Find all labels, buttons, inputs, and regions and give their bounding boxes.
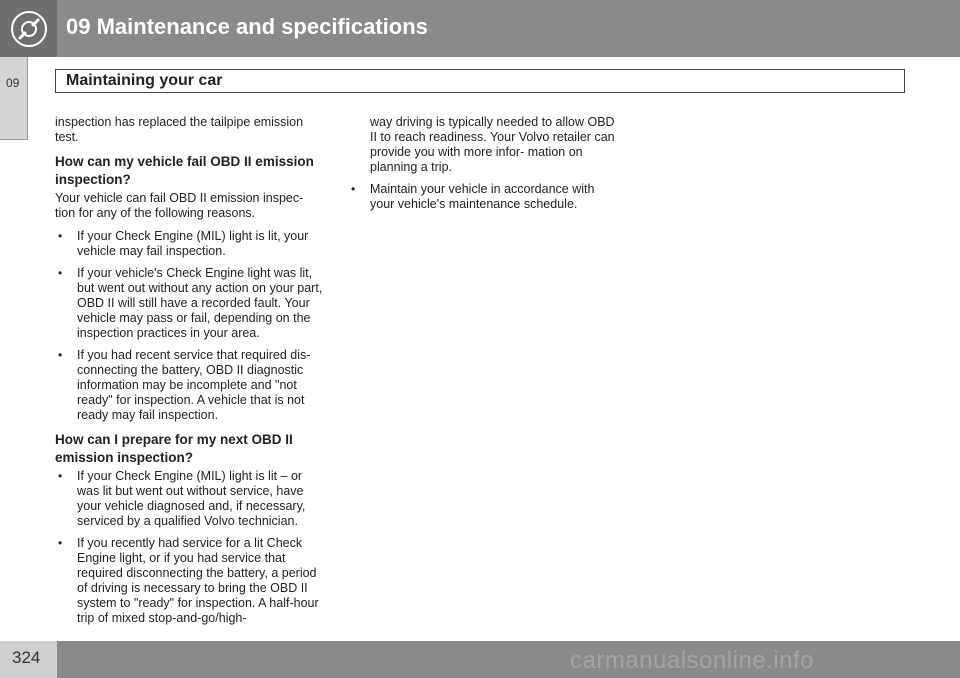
watermark: carmanualsonline.info — [570, 647, 814, 674]
right-column — [348, 115, 616, 220]
left-column — [55, 115, 323, 634]
list-item — [348, 182, 616, 212]
list-item-text: If your Check Engine (MIL) light is lit, your vehicle may fail inspection. — [77, 229, 309, 258]
maintain-list — [348, 182, 616, 212]
list-item-text: Maintain your vehicle in accordance with your vehicle's maintenance schedule. — [370, 182, 595, 211]
list-item-text: If your vehicle's Check Engine light was lit, but went out without any action on your part, OBD II will still have a recorded fault. Your vehicle may pass or fail, depending on the inspection practices in your area. — [77, 266, 323, 340]
list-item-text: If you had recent service that required dis- connecting the battery, OBD II diagnostic information may be incomplete and "not ready" for inspection. A vehicle that is not ready may fail inspection. — [77, 348, 311, 422]
footer-bar — [0, 641, 960, 678]
list-item-text: If you recently had service for a lit Check Engine light, or if you had service that required disconnecting the battery, a period of driving is necessary to bring the OBD II system to "ready" for inspection. A half-hour trip of mixed stop-and-go/high- — [77, 536, 319, 625]
prepare-list — [55, 469, 323, 626]
list-item — [55, 266, 323, 341]
section-header — [55, 69, 905, 93]
page-number: 324 — [12, 648, 41, 667]
side-tab-label: 09 — [6, 76, 20, 90]
bullet-icon: • — [351, 182, 356, 196]
chapter-title: 09 Maintenance and specifications — [66, 14, 428, 39]
heading-prepare-inspection: How can I prepare for my next OBD II emission inspection? — [55, 432, 293, 465]
chapter-icon-box — [0, 0, 57, 57]
list-item — [55, 536, 323, 626]
bullet-icon: • — [58, 348, 63, 362]
intro-paragraph: inspection has replaced the tailpipe emission test. — [55, 115, 304, 144]
list-item — [55, 229, 323, 259]
bullet-icon: • — [58, 469, 63, 483]
heading-fail-inspection: How can my vehicle fail OBD II emission inspection? — [55, 154, 314, 187]
fail-reasons-paragraph: Your vehicle can fail OBD II emission inspec- tion for any of the following reasons. — [55, 191, 304, 220]
fail-reasons-list — [55, 229, 323, 423]
chapter-side-tab — [0, 57, 28, 140]
section-title: Maintaining your car — [66, 72, 223, 89]
bullet-icon: • — [58, 266, 63, 280]
bullet-icon: • — [58, 536, 63, 550]
list-item — [55, 469, 323, 529]
wrench-gear-icon — [9, 9, 49, 49]
continuation-text: way driving is typically needed to allow OBD II to reach readiness. Your Volvo retailer can provide you with more infor- mation on planning a trip. — [370, 115, 615, 174]
list-item-text: If your Check Engine (MIL) light is lit – or was lit but went out without service, have your vehicle diagnosed and, if necessary, serviced by a qualified Volvo technician. — [77, 469, 306, 528]
bullet-icon: • — [58, 229, 63, 243]
list-item — [55, 348, 323, 423]
